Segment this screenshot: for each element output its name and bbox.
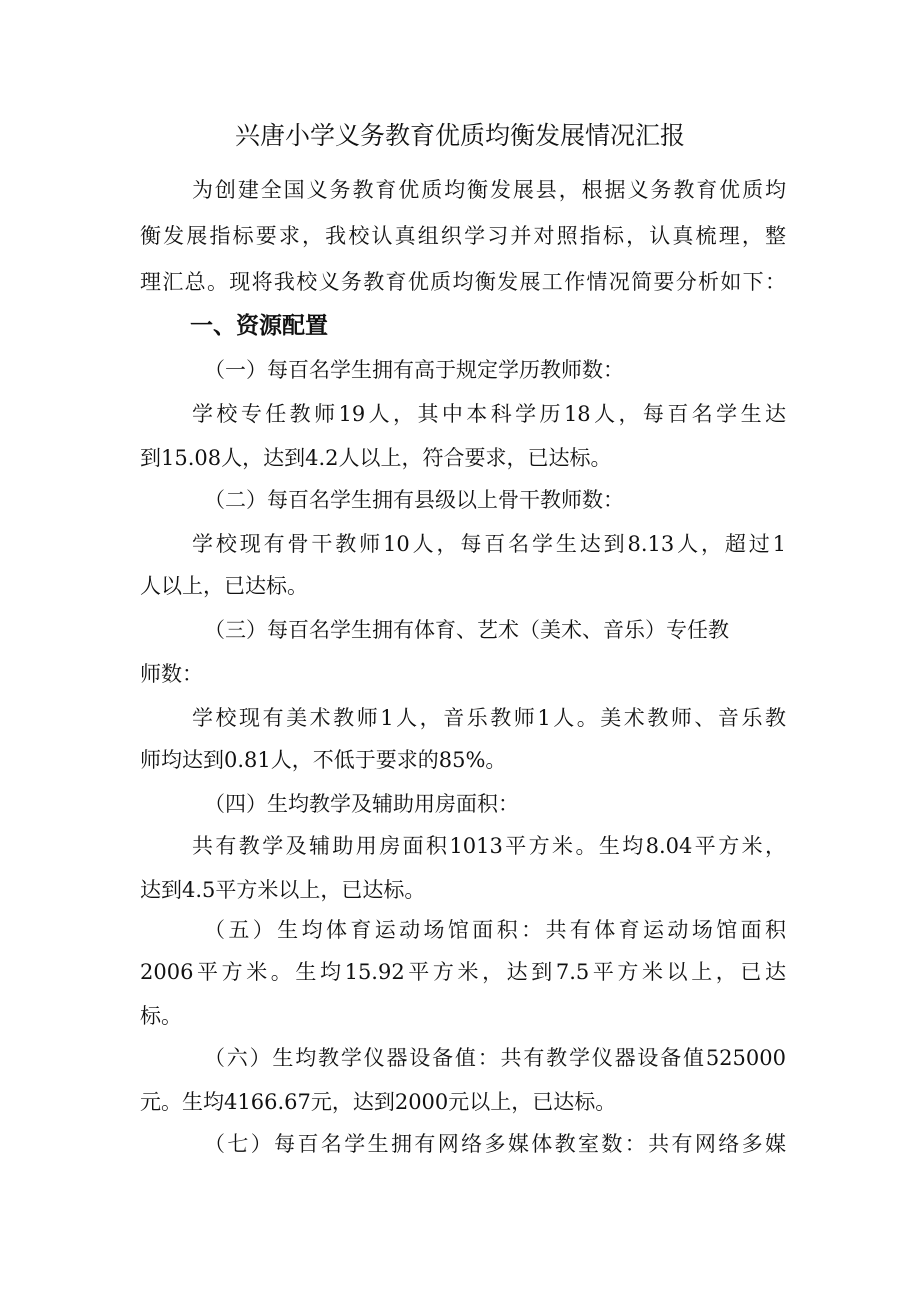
item-3-body-line-2: 师均达到0.81人，不低于要求的85%。 <box>140 748 507 772</box>
item-5-line-1: （五）生均体育运动场馆面积：共有体育运动场馆面积 <box>204 918 786 942</box>
intro-line-2: 衡发展指标要求，我校认真组织学习并对照指标，认真梳理，整 <box>140 224 786 248</box>
intro-line-1: 为创建全国义务教育优质均衡发展县，根据义务教育优质均 <box>192 178 786 202</box>
item-4-body-line-1: 共有教学及辅助用房面积1013平方米。生均8.04平方米， <box>192 834 786 858</box>
item-4-label: （四）生均教学及辅助用房面积： <box>204 792 519 816</box>
item-3-body-line-1: 学校现有美术教师1人，音乐教师1人。美术教师、音乐教 <box>192 706 786 730</box>
item-3-label-line-1: （三）每百名学生拥有体育、艺术（美术、音乐）专任教 <box>204 618 729 642</box>
item-1-label: （一）每百名学生拥有高于规定学历教师数： <box>204 358 624 382</box>
page-title: 兴唐小学义务教育优质均衡发展情况汇报 <box>234 121 685 150</box>
item-5-line-2: 2006平方米。生均15.92平方米，达到7.5平方米以上，已达 <box>140 960 786 984</box>
item-1-body-line-2: 到15.08人，达到4.2人以上，符合要求，已达标。 <box>140 446 612 470</box>
item-2-label: （二）每百名学生拥有县级以上骨干教师数： <box>204 488 624 512</box>
item-2-body-line-2: 人以上，已达标。 <box>140 574 308 598</box>
intro-line-3: 理汇总。现将我校义务教育优质均衡发展工作情况简要分析如下： <box>140 270 786 294</box>
item-1-body-line-1: 学校专任教师19人，其中本科学历18人，每百名学生达 <box>192 402 786 426</box>
section-heading: 一、资源配置 <box>190 313 328 339</box>
item-6-line-2: 元。生均4166.67元，达到2000元以上，已达标。 <box>140 1090 617 1114</box>
item-5-line-3: 标。 <box>140 1004 182 1028</box>
item-7-line-1: （七）每百名学生拥有网络多媒体教室数：共有网络多媒 <box>204 1132 786 1156</box>
item-2-body-line-1: 学校现有骨干教师10人，每百名学生达到8.13人，超过1 <box>192 532 786 556</box>
item-6-line-1: （六）生均教学仪器设备值：共有教学仪器设备值525000 <box>204 1046 786 1070</box>
item-4-body-line-2: 达到4.5平方米以上，已达标。 <box>140 878 426 902</box>
item-3-label-line-2: 师数： <box>140 662 203 686</box>
